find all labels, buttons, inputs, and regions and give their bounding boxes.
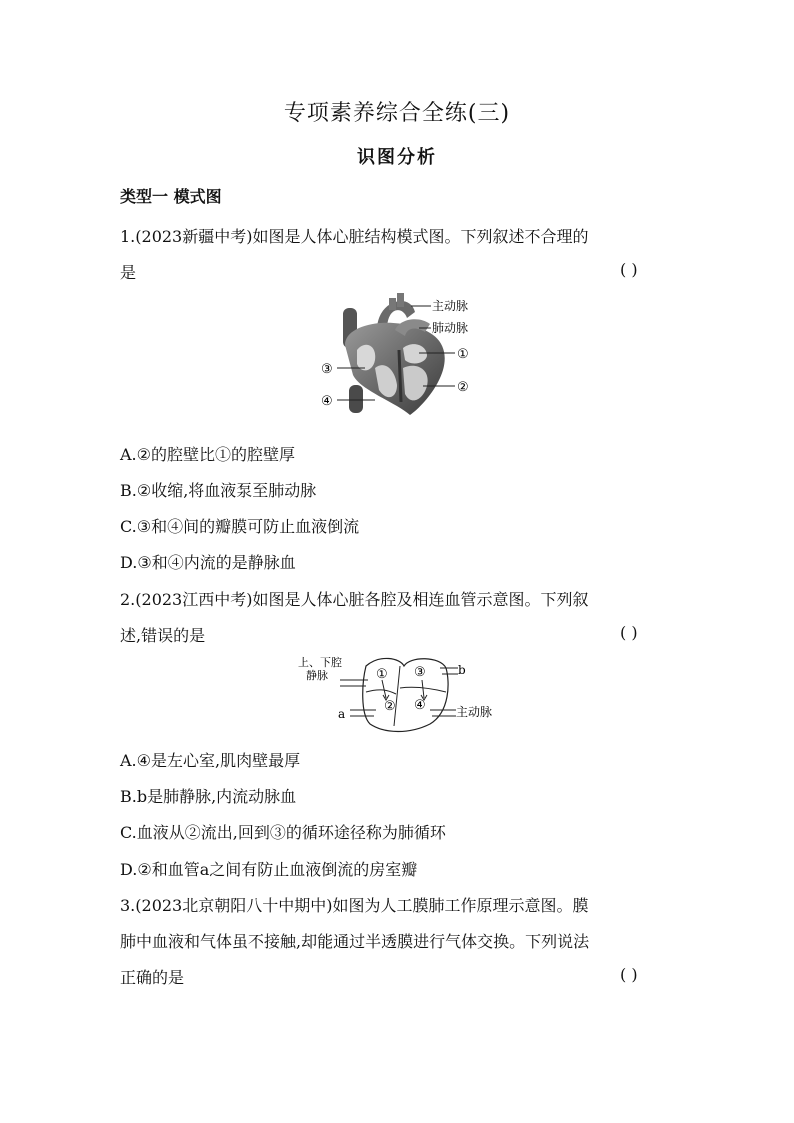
label-4: ④ xyxy=(321,394,333,409)
label-vena-cava-2: 静脉 xyxy=(306,669,328,682)
q2-option-b: B.b是肺静脉,内流动脉血 xyxy=(120,787,297,806)
q2-answer-blank: ( ) xyxy=(620,623,638,642)
q2-stem-line1: 2.(2023江西中考)如图是人体心脏各腔及相连血管示意图。下列叙 xyxy=(120,590,589,609)
q3-answer-blank: ( ) xyxy=(620,965,638,984)
q2-option-d: D.②和血管a之间有防止血液倒流的房室瓣 xyxy=(120,860,418,879)
q1-option-c: C.③和④间的瓣膜可防止血液倒流 xyxy=(120,517,360,536)
vena-cava-lower xyxy=(349,385,363,413)
label-3: ③ xyxy=(321,362,333,377)
q2-option-a: A.④是左心室,肌肉壁最厚 xyxy=(120,751,301,770)
heart-structure-figure xyxy=(315,290,480,420)
section-heading: 类型一 模式图 xyxy=(120,187,222,206)
heart-chambers-diagram xyxy=(290,652,510,734)
label-chamber-3: ③ xyxy=(414,665,426,680)
label-1: ① xyxy=(457,347,469,362)
q2-stem-line2: 述,错误的是 xyxy=(120,626,206,645)
label-chamber-1: ① xyxy=(376,667,388,682)
q1-option-d: D.③和④内流的是静脉血 xyxy=(120,553,296,572)
q3-stem-line3: 正确的是 xyxy=(120,968,185,987)
q2-option-c: C.血液从②流出,回到③的循环途径称为肺循环 xyxy=(120,823,446,842)
label-a: a xyxy=(338,707,346,721)
label-aorta: 主动脉 xyxy=(432,299,469,313)
q1-answer-blank: ( ) xyxy=(620,260,638,279)
label-chamber-2: ② xyxy=(384,699,396,714)
label-2: ② xyxy=(457,380,469,395)
page-title: 专项素养综合全练(三) xyxy=(283,101,511,126)
q1-option-a: A.②的腔壁比①的腔壁厚 xyxy=(120,445,295,464)
q3-stem-line2: 肺中血液和气体虽不接触,却能通过半透膜进行气体交换。下列说法 xyxy=(120,932,590,951)
label-aorta: 主动脉 xyxy=(456,705,493,719)
label-chamber-4: ④ xyxy=(414,698,426,713)
label-pulmonary-artery: 肺动脉 xyxy=(432,321,469,335)
label-vena-cava-1: 上、下腔 xyxy=(298,656,342,669)
page-subtitle: 识图分析 xyxy=(357,147,437,168)
label-b: b xyxy=(458,663,466,677)
q1-option-b: B.②收缩,将血液泵至肺动脉 xyxy=(120,481,317,500)
q1-stem-line2: 是 xyxy=(120,263,137,282)
q3-stem-line1: 3.(2023北京朝阳八十中期中)如图为人工膜肺工作原理示意图。膜 xyxy=(120,896,589,915)
q1-stem-line1: 1.(2023新疆中考)如图是人体心脏结构模式图。下列叙述不合理的 xyxy=(120,227,589,246)
